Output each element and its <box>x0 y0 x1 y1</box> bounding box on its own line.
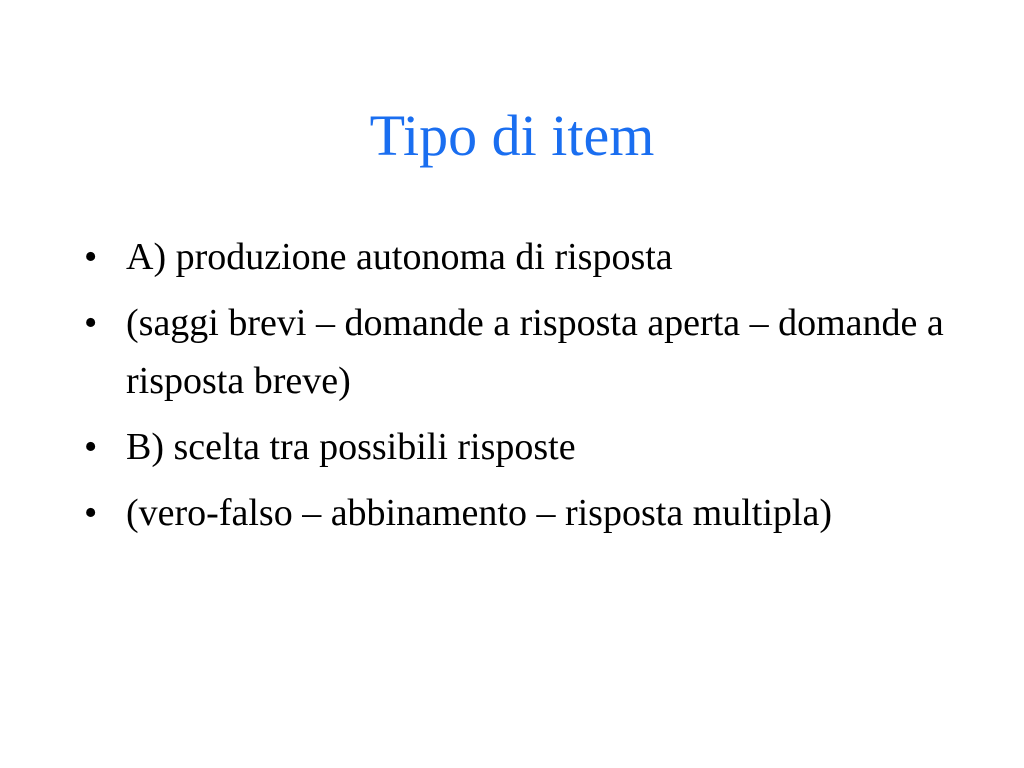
bullet-text: (vero-falso – abbinamento – risposta multipla) <box>126 492 832 534</box>
list-item <box>84 484 944 542</box>
list-item <box>84 418 944 476</box>
list-item <box>84 294 944 410</box>
bullet-list <box>84 228 944 550</box>
bullet-text: (saggi brevi – domande a risposta aperta – domande a risposta breve) <box>126 302 944 402</box>
slide-title: Tipo di item <box>369 103 655 168</box>
list-item <box>84 228 944 286</box>
bullet-icon: • <box>84 236 98 278</box>
bullet-text: B) scelta tra possibili risposte <box>126 426 576 468</box>
bullet-icon: • <box>84 302 98 344</box>
bullet-text: A) produzione autonoma di risposta <box>126 236 673 278</box>
bullet-icon: • <box>84 426 98 468</box>
bullet-icon: • <box>84 492 98 534</box>
